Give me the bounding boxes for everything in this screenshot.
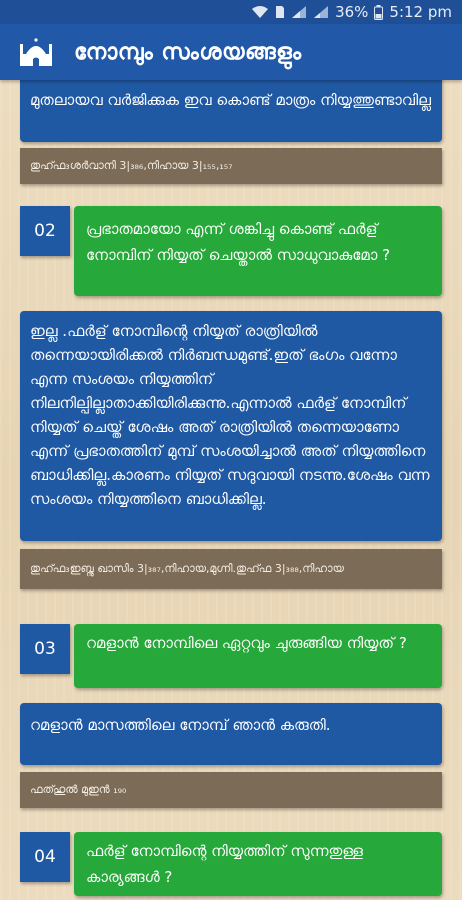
answer-card bbox=[20, 311, 442, 541]
answer-text: റമളാൻ മാസത്തിലെ നോമ്പ് ഞാൻ കരുതി. bbox=[30, 716, 331, 734]
app-title: നോമ്പും സംശയങ്ങളും bbox=[74, 39, 302, 65]
reference-text: തുഹ്ഫ₃ശർവാനി 3|₃₈₆,നിഹായ 3|₁₅₅,₁₅₇ bbox=[30, 159, 233, 172]
reference-bar bbox=[20, 148, 442, 184]
sim-card-icon bbox=[275, 5, 285, 19]
answer-card bbox=[20, 80, 442, 142]
answer-text: ഇല്ല .ഫർള് നോമ്പിന്റെ നിയ്യത് രാത്രിയിൽ തന്നെയായിരിക്കൽ നിർബന്ധമുണ്ട്.ഇത് ഭംഗം വന്നോ എന്ന സംശയം നിയ്യത്തിന് നിലനില്പില്ലാതാക്കിയിരിക്കുന്നു.എന്നാൽ ഫർള് നോമ്പിന് നിയ്യത് ചെയ്ത് ശേഷം അത് രാത്രിയിൽ തന്നെയാണോ എന്ന് പ്രഭാതത്തിന് മുമ്പ് സംശയിച്ചാൽ അത് നിയ്യത്തിനെ ബാധിക്കില്ല.കാരണം നിയ്യത് സദുവായി നടന്നു.ശേഷം വന്ന സംശയം നിയ്യത്തിനെ ബാധിക്കില്ല. bbox=[30, 322, 430, 508]
question-number: 03 bbox=[34, 639, 56, 659]
question-card[interactable] bbox=[74, 832, 442, 896]
reference-text: തുഹ്ഫ₃ഇബ്നു ഖാസിം 3|₃₈₇,നിഹായ,മുഗ്നി.തുഹ്ഫ 3|₃₈₈,നിഹായ bbox=[30, 562, 344, 575]
qa-list[interactable] bbox=[0, 80, 462, 900]
battery-percent: 36% bbox=[335, 3, 369, 21]
signal-icon bbox=[291, 5, 307, 19]
signal-icon-2 bbox=[313, 5, 329, 19]
question-text: ഫർള് നോമ്പിന്റെ നിയ്യത്തിന് സുന്നതുള്ള കാര്യങ്ങൾ ? bbox=[86, 842, 363, 886]
question-number: 04 bbox=[34, 847, 56, 867]
question-number-badge bbox=[20, 206, 70, 256]
reference-bar bbox=[20, 549, 442, 589]
status-bar bbox=[0, 0, 462, 24]
question-card[interactable] bbox=[74, 206, 442, 296]
app-bar bbox=[0, 24, 462, 80]
question-number: 02 bbox=[34, 221, 56, 241]
question-text: പ്രഭാതമായോ എന്ന് ശങ്കിച്ചു കൊണ്ട് ഫർള് നോമ്പിന് നിയ്യത് ചെയ്താൽ സാധുവാകുമോ ? bbox=[86, 220, 391, 264]
reference-text: ഫത്ഹുൽ മുഇൻ ₁₉₀ bbox=[30, 783, 127, 796]
clock: 5:12 pm bbox=[389, 3, 452, 21]
wifi-icon bbox=[251, 5, 269, 19]
answer-card bbox=[20, 703, 442, 765]
question-number-badge bbox=[20, 624, 70, 674]
reference-bar bbox=[20, 772, 442, 808]
answer-text: മുതലായവ വർജിക്കുക ഇവ കൊണ്ട് മാത്രം നിയ്യത്തുണ്ടാവില്ല bbox=[30, 91, 432, 109]
mosque-icon[interactable] bbox=[16, 32, 56, 72]
question-number-badge bbox=[20, 832, 70, 882]
question-card[interactable] bbox=[74, 624, 442, 688]
question-text: റമളാൻ നോമ്പിലെ ഏറ്റവും ചുരുങ്ങിയ നിയ്യത് ? bbox=[86, 634, 407, 652]
battery-icon bbox=[374, 5, 383, 20]
